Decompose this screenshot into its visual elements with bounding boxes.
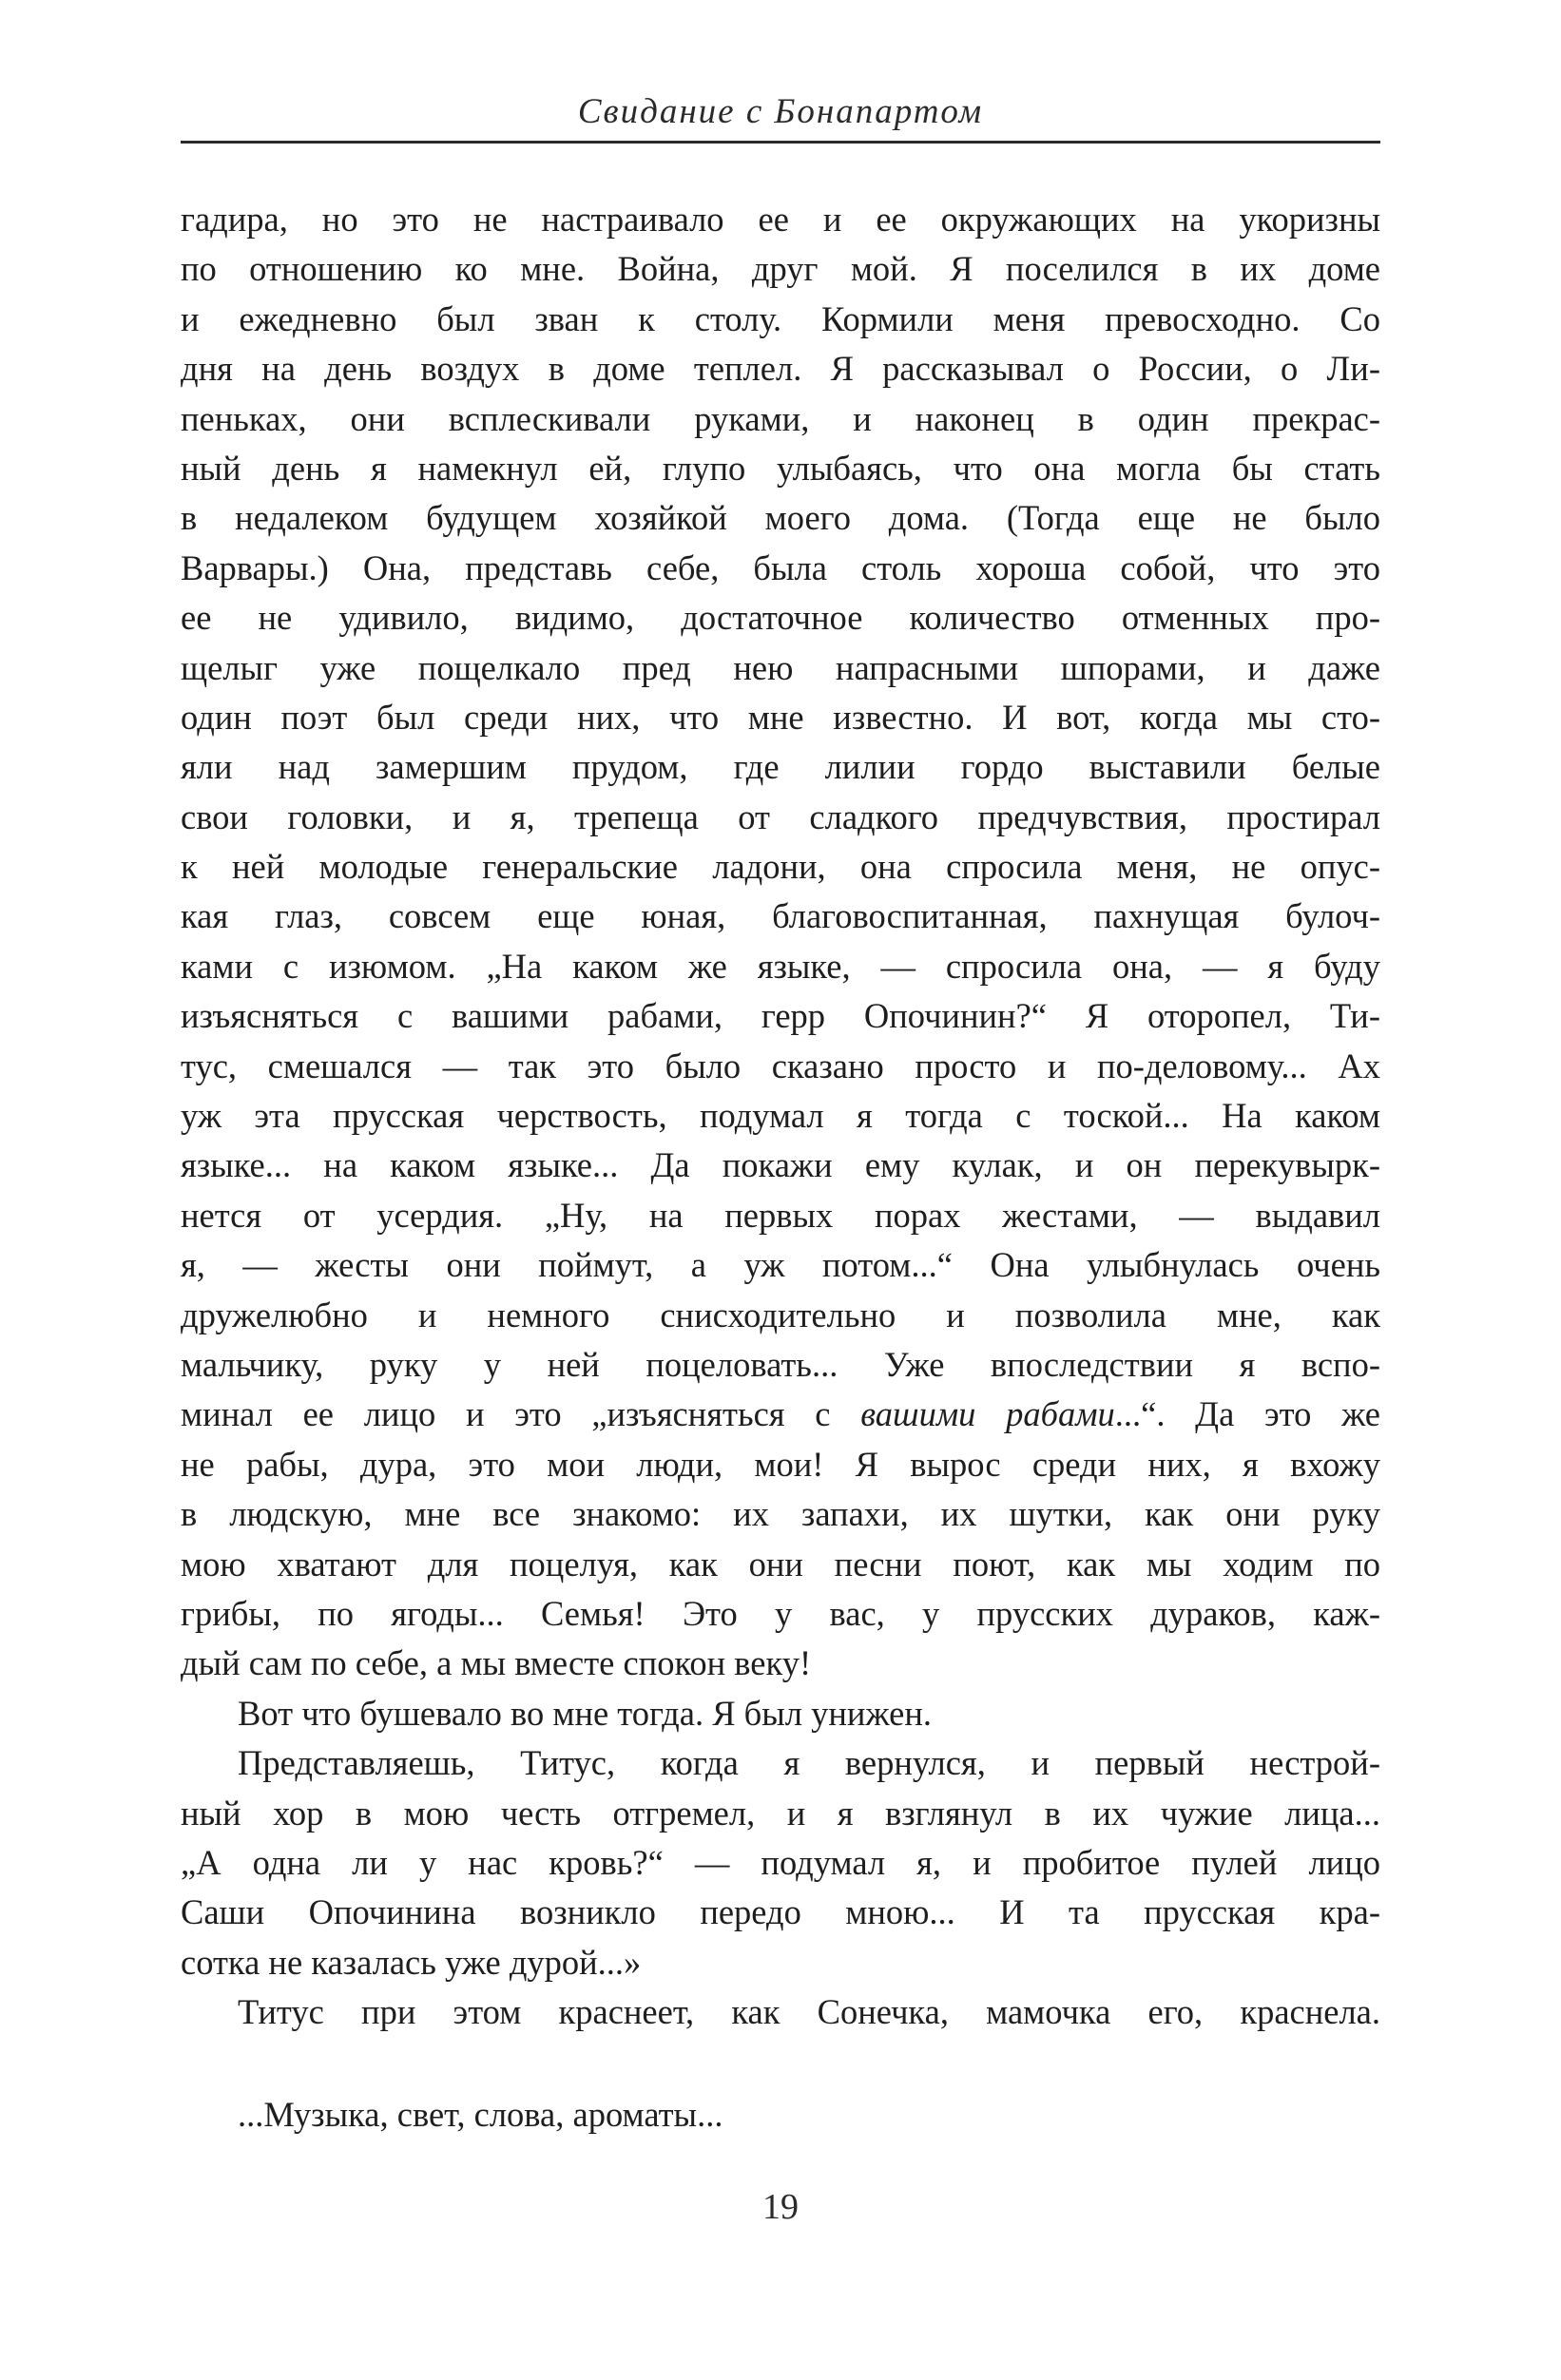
text-fragment: ...“. Да это же — [1114, 1394, 1381, 1434]
text-line: кая глаз, совсем еще юная, благовоспитанная, пахнущая булоч- — [181, 896, 1380, 936]
text-line: нется от усердия. „Ну, на первых порах жестами, — выдавил — [181, 1195, 1380, 1235]
book-page — [181, 0, 1380, 2380]
text-line: ками с изюмом. „На каком же языке, — спросила она, — я буду — [181, 946, 1380, 986]
text-line: я, — жесты они поймут, а уж потом...“ Она улыбнулась очень — [181, 1245, 1380, 1285]
text-line: не рабы, дура, это мои люди, мои! Я вырос среди них, я вхожу — [181, 1444, 1380, 1484]
text-line-with-italic — [181, 1390, 1380, 1439]
text-line: и ежедневно был зван к столу. Кормили меня превосходно. Со — [181, 298, 1380, 338]
text-line: тус, смешался — так это было сказано просто и по-деловому... Ах — [181, 1046, 1380, 1085]
text-line: яли над замершим прудом, где лилии гордо выставили белые — [181, 747, 1380, 787]
text-line: ...Музыка, свет, слова, ароматы... — [238, 2095, 723, 2135]
text-line: языке... на каком языке... Да покажи ему кулак, и он перекувырк- — [181, 1145, 1380, 1185]
text-fragment: минал ее лицо и это „изъясняться с — [181, 1394, 861, 1434]
text-line: ный день я намекнул ей, глупо улыбаясь, что она могла бы стать — [181, 448, 1380, 488]
text-line: один поэт был среди них, что мне известно. И вот, когда мы сто- — [181, 697, 1380, 737]
text-line: Варвары.) Она, представь себе, была столь хороша собой, что это — [181, 547, 1380, 587]
text-line: „А одна ли у нас кровь?“ — подумал я, и пробитое пулей лицо — [181, 1842, 1380, 1882]
text-line: мальчику, руку у ней поцеловать... Уже впоследствии я вспо- — [181, 1344, 1380, 1384]
text-line: пеньках, они всплескивали руками, и наконец в один прекрас- — [181, 398, 1380, 438]
text-line: дружелюбно и немного снисходительно и позволила мне, как — [181, 1295, 1380, 1334]
text-line: грибы, по ягоды... Семья! Это у вас, у прусских дураков, каж- — [181, 1593, 1380, 1633]
text-line: в недалеком будущем хозяйкой моего дома. (Тогда еще не было — [181, 498, 1380, 538]
text-line: щелыг уже пощелкало пред нею напрасными шпорами, и даже — [181, 647, 1380, 687]
header-rule — [181, 141, 1380, 144]
section-gap — [181, 2037, 1380, 2090]
text-line: к ней молодые генеральские ладони, она спросила меня, не опус- — [181, 847, 1380, 887]
text-line: дня на день воздух в доме теплел. Я рассказывал о России, о Ли- — [181, 349, 1380, 389]
text-line: по отношению ко мне. Война, друг мой. Я поселился в их доме — [181, 249, 1380, 289]
text-line: мою хватают для поцелуя, как они песни поют, как мы ходим по — [181, 1544, 1380, 1583]
text-line: ный хор в мою честь отгремел, и я взглянул в их чужие лица... — [181, 1793, 1380, 1833]
page-number: 19 — [762, 2187, 799, 2227]
body-text — [181, 195, 1380, 2140]
running-title: Свидание с Бонапартом — [577, 92, 984, 131]
italic-fragment: вашими рабами — [860, 1394, 1115, 1434]
text-line: в людскую, мне все знакомо: их запахи, их шутки, как они руку — [181, 1494, 1380, 1534]
text-line: Саши Опочинина возникло передо мною... И та прусская кра- — [181, 1892, 1380, 1932]
text-line: сотка не казалась уже дурой...» — [181, 1942, 642, 1982]
text-line: дый сам по себе, а мы вместе спокон веку! — [181, 1643, 812, 1683]
text-line: гадира, но это не настраивало ее и ее окружающих на укоризны — [181, 200, 1380, 239]
text-line: изъясняться с вашими рабами, герр Опочинин?“ Я оторопел, Ти- — [181, 996, 1380, 1036]
text-line: Титус при этом краснеет, как Сонечка, мамочка его, краснела. — [238, 1992, 1380, 2032]
text-line: свои головки, и я, трепеща от сладкого предчувствия, простирал — [181, 797, 1380, 836]
text-line: ее не удивило, видимо, достаточное количество отменных про- — [181, 598, 1380, 638]
text-line: Представляешь, Титус, когда я вернулся, и первый нестрой- — [238, 1743, 1380, 1783]
text-line: уж эта прусская черствость, подумал я тогда с тоской... На каком — [181, 1096, 1380, 1136]
text-line: Вот что бушевало во мне тогда. Я был унижен. — [238, 1693, 933, 1733]
